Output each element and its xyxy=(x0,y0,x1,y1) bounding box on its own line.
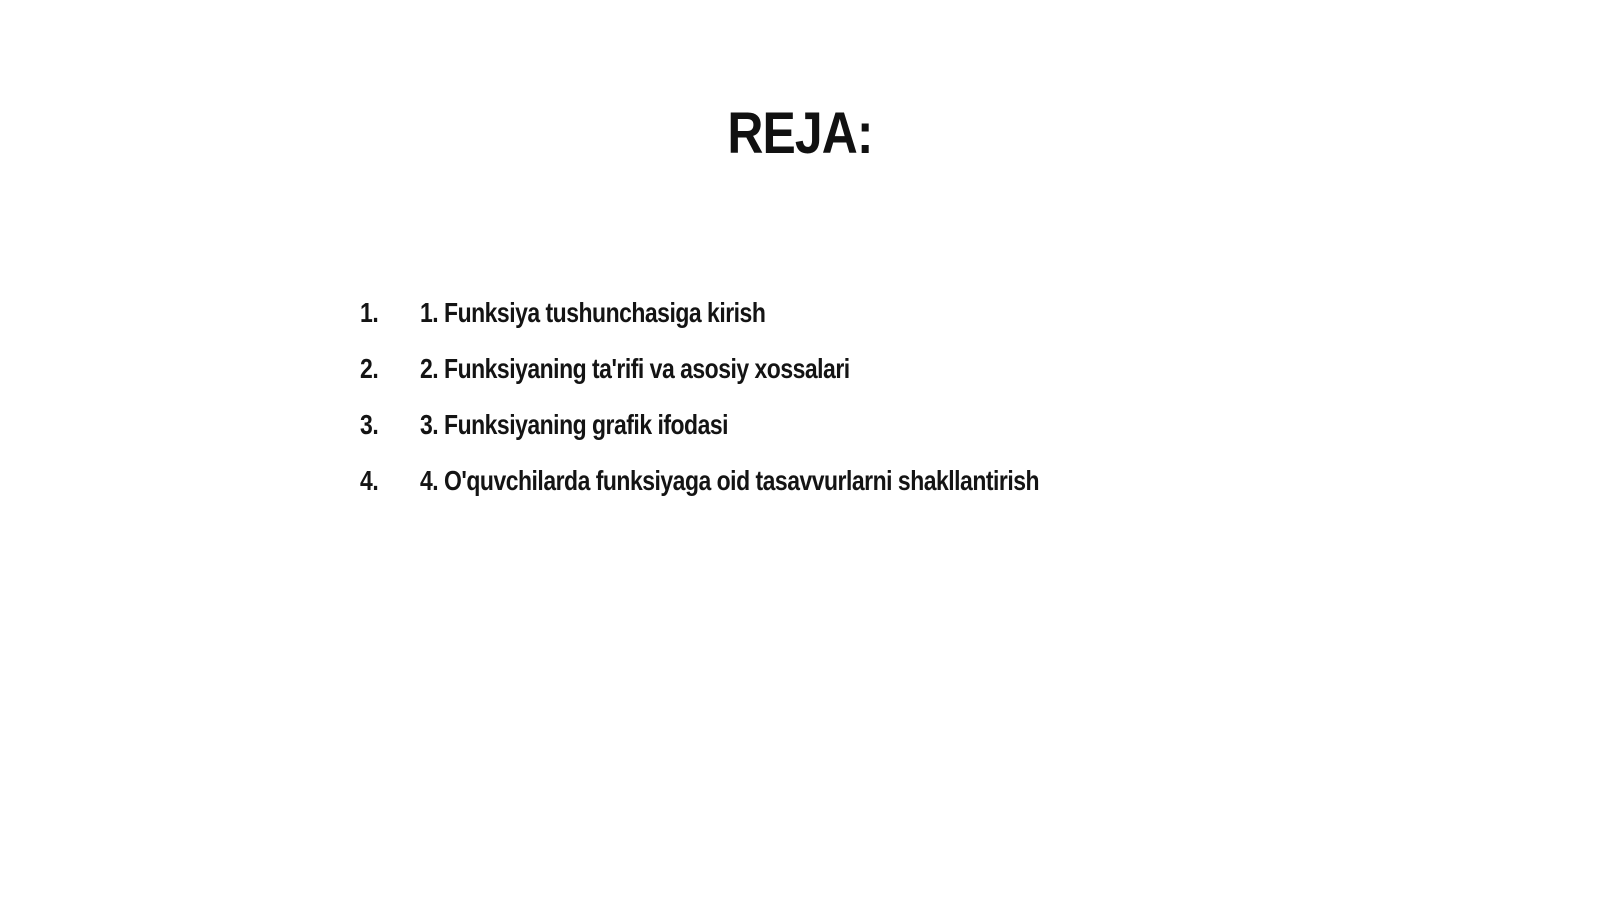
list-item-text: 2. Funksiyaning ta'rifi va asosiy xossalari xyxy=(420,353,850,384)
list-item xyxy=(360,285,1175,341)
list-item-number: 3. xyxy=(360,409,379,440)
plan-list xyxy=(360,285,1175,509)
list-item-text: 3. Funksiyaning grafik ifodasi xyxy=(420,409,729,440)
list-item-number: 4. xyxy=(360,465,379,496)
list-item-text: 1. Funksiya tushunchasiga kirish xyxy=(420,297,766,328)
slide-title: REJA: xyxy=(727,101,873,166)
list-item xyxy=(360,453,1175,509)
list-item-number: 2. xyxy=(360,353,379,384)
list-item xyxy=(360,397,1175,453)
list-item-text: 4. O'quvchilarda funksiyaga oid tasavvurlarni shakllantirish xyxy=(420,465,1040,496)
list-item xyxy=(360,341,1175,397)
list-item-number: 1. xyxy=(360,297,379,328)
